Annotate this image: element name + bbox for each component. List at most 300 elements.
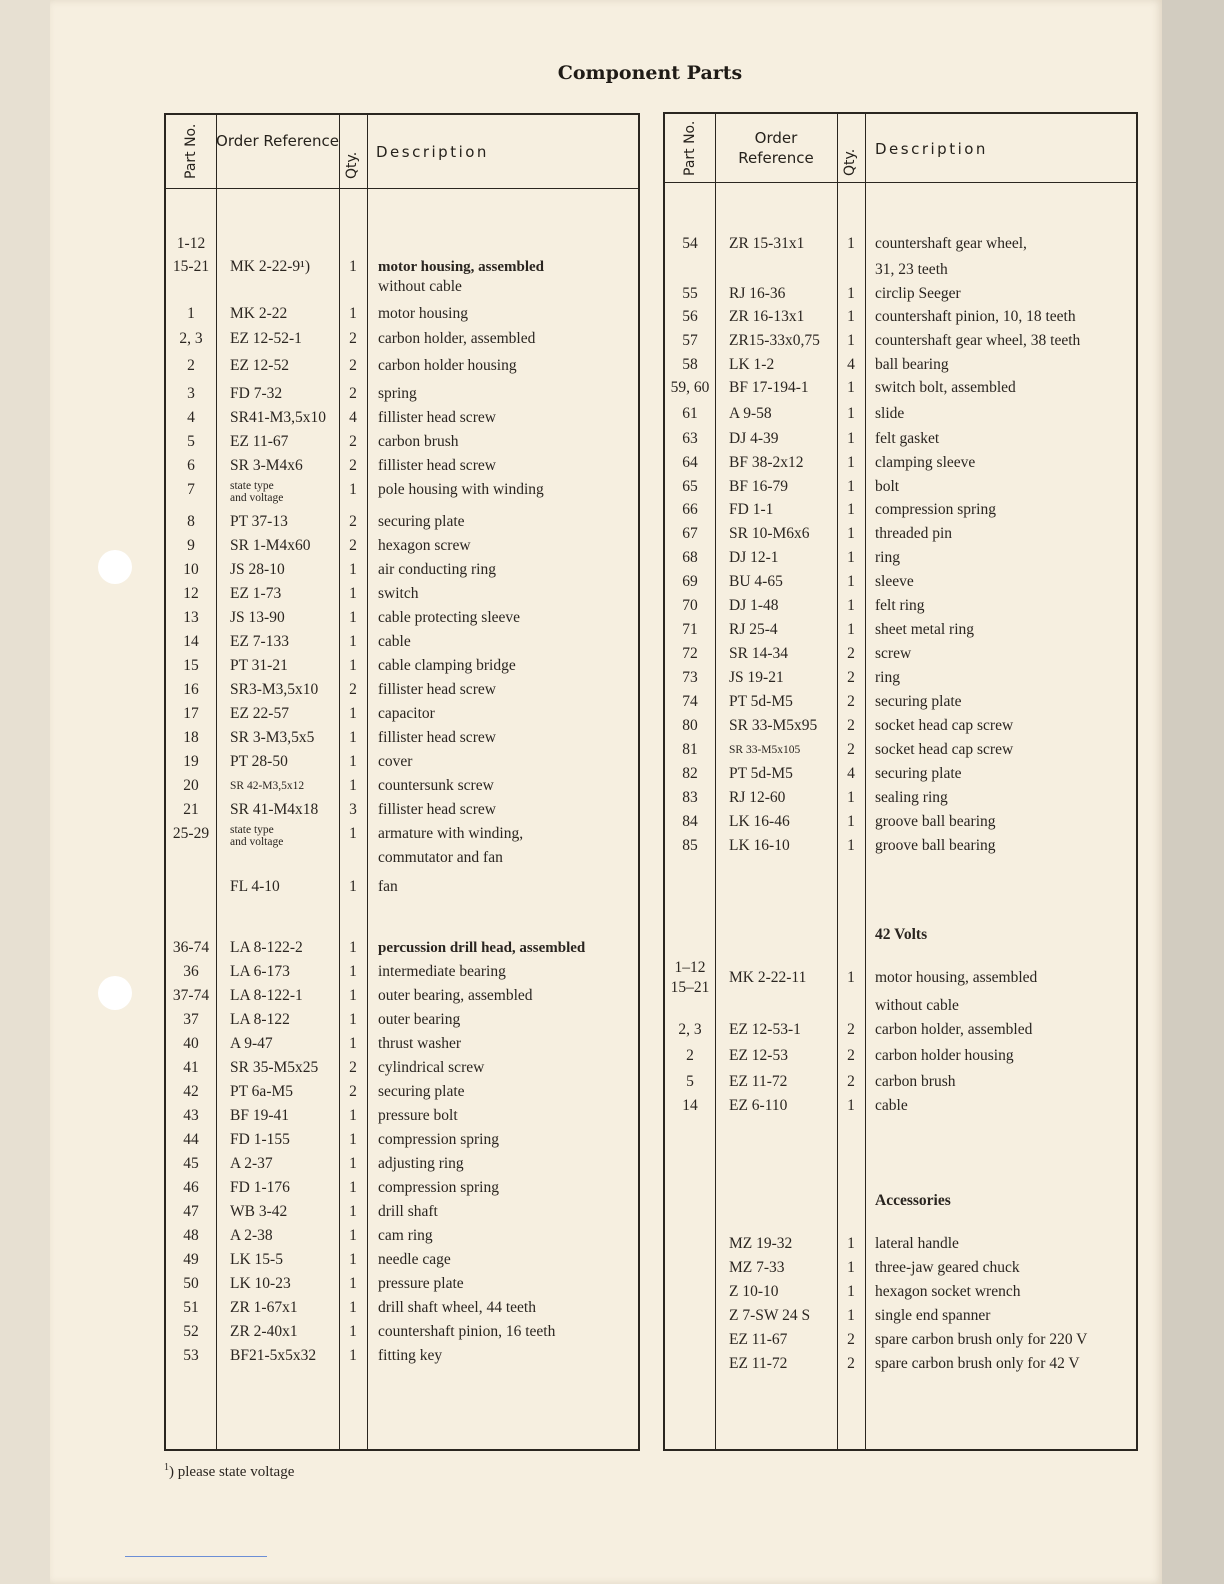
part-number: 46 bbox=[183, 1179, 199, 1196]
quantity: 1 bbox=[847, 308, 855, 325]
column-divider bbox=[367, 115, 368, 1449]
part-number: 69 bbox=[682, 573, 698, 590]
part-number: 13 bbox=[183, 609, 199, 626]
description: bolt bbox=[875, 478, 900, 495]
part-number: 36-74 bbox=[172, 939, 210, 956]
order-reference: LK 1-2 bbox=[729, 356, 775, 373]
part-number: 81 bbox=[682, 741, 698, 758]
footnote bbox=[164, 1462, 294, 1481]
quantity: 2 bbox=[847, 669, 855, 686]
description: without cable bbox=[378, 278, 462, 295]
quantity: 4 bbox=[847, 356, 855, 373]
quantity: 2 bbox=[349, 1059, 357, 1076]
parts-table-left bbox=[164, 113, 640, 1451]
description: commutator and fan bbox=[378, 849, 503, 866]
description: carbon brush bbox=[378, 433, 459, 450]
quantity: 1 bbox=[847, 525, 855, 542]
page-title: Component Parts bbox=[557, 62, 743, 84]
part-number: 59, 60 bbox=[670, 379, 710, 396]
punch-hole-top bbox=[98, 550, 132, 584]
order-reference: state type bbox=[230, 480, 274, 492]
order-reference: MK 2-22 bbox=[230, 305, 288, 322]
quantity: 1 bbox=[349, 1323, 357, 1340]
quantity: 2 bbox=[349, 513, 357, 530]
quantity: 2 bbox=[349, 1083, 357, 1100]
order-reference: state type bbox=[230, 824, 274, 836]
part-number: 51 bbox=[183, 1299, 199, 1316]
part-number: 12 bbox=[183, 585, 199, 602]
description: ball bearing bbox=[875, 356, 949, 373]
order-reference: SR3-M3,5x10 bbox=[230, 681, 319, 698]
quantity: 1 bbox=[349, 939, 357, 956]
quantity: 4 bbox=[349, 409, 357, 426]
part-number: 47 bbox=[183, 1203, 199, 1220]
order-reference: MK 2-22-11 bbox=[729, 969, 807, 986]
quantity: 1 bbox=[349, 481, 357, 498]
order-reference: JS 13-90 bbox=[230, 609, 285, 626]
order-reference: FD 1-176 bbox=[230, 1179, 290, 1196]
header-order-reference: Order Reference bbox=[216, 132, 339, 150]
description: cable bbox=[378, 633, 411, 650]
order-reference: JS 19-21 bbox=[729, 669, 784, 686]
order-reference: EZ 11-67 bbox=[230, 433, 289, 450]
order-reference: JS 28-10 bbox=[230, 561, 285, 578]
order-reference: SR 41-M4x18 bbox=[230, 801, 319, 818]
order-reference: A 9-58 bbox=[729, 405, 772, 422]
description: carbon holder, assembled bbox=[875, 1021, 1033, 1038]
quantity: 2 bbox=[349, 433, 357, 450]
quantity: 1 bbox=[847, 549, 855, 566]
order-reference: SR 3-M3,5x5 bbox=[230, 729, 315, 746]
part-number: 15 bbox=[183, 657, 199, 674]
order-reference: LA 8-122-1 bbox=[230, 987, 303, 1004]
quantity: 1 bbox=[847, 379, 855, 396]
description: hexagon socket wrench bbox=[875, 1283, 1021, 1300]
part-number: 72 bbox=[682, 645, 698, 662]
part-number: 57 bbox=[682, 332, 698, 349]
description: screw bbox=[875, 645, 912, 662]
quantity: 2 bbox=[847, 645, 855, 662]
header-description: Description bbox=[376, 143, 489, 161]
quantity: 1 bbox=[349, 1011, 357, 1028]
description: compression spring bbox=[378, 1131, 499, 1148]
quantity: 2 bbox=[349, 537, 357, 554]
description: air conducting ring bbox=[378, 561, 496, 578]
order-reference: ZR 2-40x1 bbox=[230, 1323, 298, 1340]
description: felt gasket bbox=[875, 430, 940, 447]
description: fillister head screw bbox=[378, 801, 496, 818]
part-number: 44 bbox=[183, 1131, 199, 1148]
description: carbon brush bbox=[875, 1073, 956, 1090]
description: armature with winding, bbox=[378, 825, 524, 842]
part-number: 5 bbox=[686, 1073, 694, 1090]
order-reference: LK 15-5 bbox=[230, 1251, 283, 1268]
order-reference: EZ 12-53-1 bbox=[729, 1021, 801, 1038]
part-number: 83 bbox=[682, 789, 698, 806]
part-number: 37 bbox=[183, 1011, 199, 1028]
order-reference: SR 33-M5x105 bbox=[729, 744, 801, 756]
description: fillister head screw bbox=[378, 457, 496, 474]
part-number: 20 bbox=[183, 777, 199, 794]
part-number: 2, 3 bbox=[179, 330, 203, 347]
order-reference: BF 17-194-1 bbox=[729, 379, 809, 396]
quantity: 1 bbox=[349, 1179, 357, 1196]
header-qty: Qty. bbox=[344, 151, 360, 179]
description: sealing ring bbox=[875, 789, 948, 806]
order-reference: PT 28-50 bbox=[230, 753, 288, 770]
description: securing plate bbox=[875, 693, 962, 710]
order-reference: DJ 12-1 bbox=[729, 549, 779, 566]
order-reference: EZ 6-110 bbox=[729, 1097, 788, 1114]
part-number: 43 bbox=[183, 1107, 199, 1124]
part-number: 66 bbox=[682, 501, 698, 518]
description: cable clamping bridge bbox=[378, 657, 516, 674]
quantity: 1 bbox=[847, 501, 855, 518]
description: motor housing, assembled bbox=[378, 259, 544, 275]
order-reference: FD 7-32 bbox=[230, 385, 283, 402]
description: without cable bbox=[875, 997, 959, 1014]
order-reference: MZ 19-32 bbox=[729, 1235, 793, 1252]
description: countershaft gear wheel, bbox=[875, 235, 1027, 252]
description: switch bolt, assembled bbox=[875, 379, 1016, 396]
order-reference: and voltage bbox=[230, 836, 284, 848]
description: drill shaft wheel, 44 teeth bbox=[378, 1299, 536, 1316]
order-reference: Z 7-SW 24 S bbox=[729, 1307, 811, 1324]
description: threaded pin bbox=[875, 525, 953, 542]
part-number: 82 bbox=[682, 765, 698, 782]
description: spring bbox=[378, 385, 417, 402]
order-reference: EZ 12-52 bbox=[230, 357, 289, 374]
quantity: 1 bbox=[349, 987, 357, 1004]
part-number: 50 bbox=[183, 1275, 199, 1292]
part-number: 58 bbox=[682, 356, 698, 373]
order-reference: PT 6a-M5 bbox=[230, 1083, 294, 1100]
order-reference: FD 1-155 bbox=[230, 1131, 290, 1148]
quantity: 1 bbox=[847, 1235, 855, 1252]
quantity: 1 bbox=[349, 1347, 357, 1364]
header-divider bbox=[665, 182, 1136, 183]
description: 31, 23 teeth bbox=[875, 261, 948, 278]
part-number: 14 bbox=[183, 633, 199, 650]
description: fillister head screw bbox=[378, 681, 496, 698]
part-number: 37-74 bbox=[172, 987, 210, 1004]
part-number: 19 bbox=[183, 753, 199, 770]
quantity: 1 bbox=[847, 405, 855, 422]
description: securing plate bbox=[378, 513, 465, 530]
order-reference: ZR 15-31x1 bbox=[729, 235, 805, 252]
order-reference: PT 5d-M5 bbox=[729, 693, 793, 710]
part-number: 54 bbox=[682, 235, 698, 252]
quantity: 1 bbox=[349, 1251, 357, 1268]
order-reference: BU 4-65 bbox=[729, 573, 783, 590]
quantity: 2 bbox=[847, 693, 855, 710]
part-number: 41 bbox=[183, 1059, 199, 1076]
description: percussion drill head, assembled bbox=[378, 940, 586, 956]
description: cylindrical screw bbox=[378, 1059, 485, 1076]
description: slide bbox=[875, 405, 905, 422]
part-number: 2, 3 bbox=[678, 1021, 702, 1038]
description: pressure bolt bbox=[378, 1107, 458, 1124]
order-reference: DJ 1-48 bbox=[729, 597, 779, 614]
quantity: 1 bbox=[349, 1227, 357, 1244]
order-reference: A 2-37 bbox=[230, 1155, 273, 1172]
quantity: 1 bbox=[349, 1275, 357, 1292]
description: cam ring bbox=[378, 1227, 433, 1244]
quantity: 4 bbox=[847, 765, 855, 782]
quantity: 2 bbox=[847, 717, 855, 734]
part-number: 36 bbox=[183, 963, 199, 980]
quantity: 1 bbox=[847, 969, 855, 986]
description: motor housing, assembled bbox=[875, 969, 1038, 986]
quantity: 1 bbox=[349, 753, 357, 770]
part-number: 56 bbox=[682, 308, 698, 325]
description: carbon holder housing bbox=[875, 1047, 1014, 1064]
quantity: 1 bbox=[349, 963, 357, 980]
header-order-reference: Order Reference bbox=[738, 129, 814, 167]
part-number: 48 bbox=[183, 1227, 199, 1244]
order-reference: LK 16-10 bbox=[729, 837, 790, 854]
part-number: 25-29 bbox=[172, 825, 210, 842]
order-reference: SR 1-M4x60 bbox=[230, 537, 311, 554]
quantity: 1 bbox=[847, 837, 855, 854]
header-part-no: Part No. bbox=[183, 123, 199, 179]
order-reference: BF21-5x5x32 bbox=[230, 1347, 317, 1364]
quantity: 1 bbox=[847, 235, 855, 252]
column-divider bbox=[865, 114, 866, 1449]
order-reference: FL 4-10 bbox=[230, 878, 280, 895]
part-number: 2 bbox=[187, 357, 195, 374]
order-reference: SR 42-M3,5x12 bbox=[230, 780, 305, 792]
quantity: 1 bbox=[847, 1259, 855, 1276]
quantity: 1 bbox=[847, 430, 855, 447]
part-number: 70 bbox=[682, 597, 698, 614]
order-reference: LA 8-122 bbox=[230, 1011, 290, 1028]
part-number: 1 bbox=[187, 305, 195, 322]
order-reference: Z 10-10 bbox=[729, 1283, 779, 1300]
quantity: 1 bbox=[349, 1131, 357, 1148]
part-number: 6 bbox=[187, 457, 195, 474]
quantity: 1 bbox=[847, 332, 855, 349]
order-reference: FD 1-1 bbox=[729, 501, 774, 518]
part-number: 16 bbox=[183, 681, 199, 698]
description: needle cage bbox=[378, 1251, 451, 1268]
header-description: Description bbox=[875, 140, 988, 158]
description: fillister head screw bbox=[378, 409, 496, 426]
quantity: 1 bbox=[847, 454, 855, 471]
quantity: 2 bbox=[349, 330, 357, 347]
quantity: 1 bbox=[349, 777, 357, 794]
quantity: 1 bbox=[847, 1097, 855, 1114]
footnote-text: ) please state voltage bbox=[169, 1464, 295, 1480]
part-number: 61 bbox=[682, 405, 698, 422]
quantity: 2 bbox=[349, 681, 357, 698]
part-number: 10 bbox=[183, 561, 199, 578]
order-reference: EZ 22-57 bbox=[230, 705, 289, 722]
order-reference: LK 10-23 bbox=[230, 1275, 291, 1292]
quantity: 1 bbox=[349, 585, 357, 602]
quantity: 1 bbox=[349, 657, 357, 674]
quantity: 2 bbox=[847, 741, 855, 758]
part-number: 85 bbox=[682, 837, 698, 854]
description: carbon holder, assembled bbox=[378, 330, 536, 347]
description: countershaft pinion, 16 teeth bbox=[378, 1323, 556, 1340]
part-number: 68 bbox=[682, 549, 698, 566]
quantity: 1 bbox=[349, 609, 357, 626]
description: socket head cap screw bbox=[875, 717, 1014, 734]
order-reference: BF 38-2x12 bbox=[729, 454, 804, 471]
part-number: 71 bbox=[682, 621, 698, 638]
part-number: 67 bbox=[682, 525, 698, 542]
description: fillister head screw bbox=[378, 729, 496, 746]
part-number: 15-21 bbox=[172, 258, 210, 275]
order-reference: A 2-38 bbox=[230, 1227, 273, 1244]
description: socket head cap screw bbox=[875, 741, 1014, 758]
part-number: 18 bbox=[183, 729, 199, 746]
description: securing plate bbox=[875, 765, 962, 782]
order-reference: EZ 7-133 bbox=[230, 633, 289, 650]
part-number: 5 bbox=[187, 433, 195, 450]
description: countershaft gear wheel, 38 teeth bbox=[875, 332, 1081, 349]
order-reference: LA 6-173 bbox=[230, 963, 290, 980]
order-reference: SR 3-M4x6 bbox=[230, 457, 303, 474]
description: adjusting ring bbox=[378, 1155, 464, 1172]
description: clamping sleeve bbox=[875, 454, 976, 471]
part-number: 64 bbox=[682, 454, 698, 471]
description: motor housing bbox=[378, 305, 468, 322]
description: groove ball bearing bbox=[875, 837, 996, 854]
description: outer bearing, assembled bbox=[378, 987, 533, 1004]
header-divider bbox=[166, 188, 638, 189]
section-heading: 42 Volts bbox=[875, 926, 928, 943]
description: three-jaw geared chuck bbox=[875, 1259, 1020, 1276]
description: securing plate bbox=[378, 1083, 465, 1100]
description: felt ring bbox=[875, 597, 925, 614]
part-number: 40 bbox=[183, 1035, 199, 1052]
description: pole housing with winding bbox=[378, 481, 544, 498]
punch-hole-bottom bbox=[98, 976, 132, 1010]
description: pressure plate bbox=[378, 1275, 464, 1292]
part-number: 63 bbox=[682, 430, 698, 447]
description: drill shaft bbox=[378, 1203, 438, 1220]
part-number: 65 bbox=[682, 478, 698, 495]
description: compression spring bbox=[378, 1179, 499, 1196]
part-number: 4 bbox=[187, 409, 195, 426]
description: outer bearing bbox=[378, 1011, 461, 1028]
part-number: 17 bbox=[183, 705, 199, 722]
description: cover bbox=[378, 753, 413, 770]
description: hexagon screw bbox=[378, 537, 471, 554]
part-number: 74 bbox=[682, 693, 698, 710]
part-number: 84 bbox=[682, 813, 698, 830]
part-number: 1-12 bbox=[176, 235, 206, 252]
description: cable bbox=[875, 1097, 908, 1114]
quantity: 1 bbox=[349, 561, 357, 578]
part-number: 2 bbox=[686, 1047, 694, 1064]
order-reference: EZ 11-72 bbox=[729, 1073, 788, 1090]
quantity: 1 bbox=[349, 878, 357, 895]
header-qty: Qty. bbox=[842, 148, 858, 176]
description: sleeve bbox=[875, 573, 914, 590]
order-reference: ZR 1-67x1 bbox=[230, 1299, 298, 1316]
part-number: 53 bbox=[183, 1347, 199, 1364]
part-number: 42 bbox=[183, 1083, 199, 1100]
description: cable protecting sleeve bbox=[378, 609, 521, 626]
order-reference: PT 37-13 bbox=[230, 513, 288, 530]
header-part-no: Part No. bbox=[682, 120, 698, 176]
quantity: 1 bbox=[349, 1155, 357, 1172]
order-reference: MZ 7-33 bbox=[729, 1259, 785, 1276]
part-number: 21 bbox=[183, 801, 199, 818]
order-reference: LK 16-46 bbox=[729, 813, 790, 830]
order-reference: MK 2-22-9¹) bbox=[230, 258, 310, 275]
order-reference: and voltage bbox=[230, 492, 284, 504]
part-number: 52 bbox=[183, 1323, 199, 1340]
order-reference: ZR15-33x0,75 bbox=[729, 332, 820, 349]
footnote-mark: 1 bbox=[164, 1462, 169, 1473]
description: groove ball bearing bbox=[875, 813, 996, 830]
description: carbon holder housing bbox=[378, 357, 517, 374]
quantity: 2 bbox=[847, 1355, 855, 1372]
quantity: 1 bbox=[847, 478, 855, 495]
description: capacitor bbox=[378, 705, 435, 722]
order-reference: WB 3-42 bbox=[230, 1203, 288, 1220]
column-divider bbox=[216, 115, 217, 1449]
order-reference: BF 19-41 bbox=[230, 1107, 289, 1124]
order-reference: RJ 16-36 bbox=[729, 285, 786, 302]
order-reference: BF 16-79 bbox=[729, 478, 788, 495]
quantity: 1 bbox=[847, 1283, 855, 1300]
quantity: 1 bbox=[847, 1307, 855, 1324]
part-number: 45 bbox=[183, 1155, 199, 1172]
quantity: 2 bbox=[847, 1047, 855, 1064]
order-reference: LA 8-122-2 bbox=[230, 939, 303, 956]
part-number: 14 bbox=[682, 1097, 698, 1114]
description: spare carbon brush only for 42 V bbox=[875, 1355, 1080, 1372]
part-number: 73 bbox=[682, 669, 698, 686]
quantity: 1 bbox=[847, 285, 855, 302]
quantity: 1 bbox=[847, 573, 855, 590]
description: circlip Seeger bbox=[875, 285, 961, 302]
order-reference: A 9-47 bbox=[230, 1035, 273, 1052]
order-reference: EZ 1-73 bbox=[230, 585, 282, 602]
quantity: 1 bbox=[847, 789, 855, 806]
column-divider bbox=[715, 114, 716, 1449]
quantity: 3 bbox=[349, 801, 357, 818]
description: compression spring bbox=[875, 501, 996, 518]
quantity: 2 bbox=[349, 457, 357, 474]
quantity: 1 bbox=[349, 825, 357, 842]
order-reference: EZ 12-53 bbox=[729, 1047, 788, 1064]
order-reference: SR41-M3,5x10 bbox=[230, 409, 327, 426]
part-number: 15–21 bbox=[670, 979, 710, 996]
description: intermediate bearing bbox=[378, 963, 506, 980]
part-number: 8 bbox=[187, 513, 195, 530]
order-reference: DJ 4-39 bbox=[729, 430, 779, 447]
quantity: 1 bbox=[847, 621, 855, 638]
order-reference: RJ 25-4 bbox=[729, 621, 778, 638]
scan-edge-line bbox=[125, 1556, 267, 1557]
scan-edge bbox=[0, 0, 50, 1584]
order-reference: EZ 11-67 bbox=[729, 1331, 788, 1348]
part-number: 1–12 bbox=[674, 959, 706, 976]
part-number: 55 bbox=[682, 285, 698, 302]
quantity: 1 bbox=[349, 1299, 357, 1316]
part-number: 9 bbox=[187, 537, 195, 554]
quantity: 1 bbox=[349, 705, 357, 722]
description: countershaft pinion, 10, 18 teeth bbox=[875, 308, 1076, 325]
description: single end spanner bbox=[875, 1307, 991, 1324]
quantity: 1 bbox=[847, 813, 855, 830]
